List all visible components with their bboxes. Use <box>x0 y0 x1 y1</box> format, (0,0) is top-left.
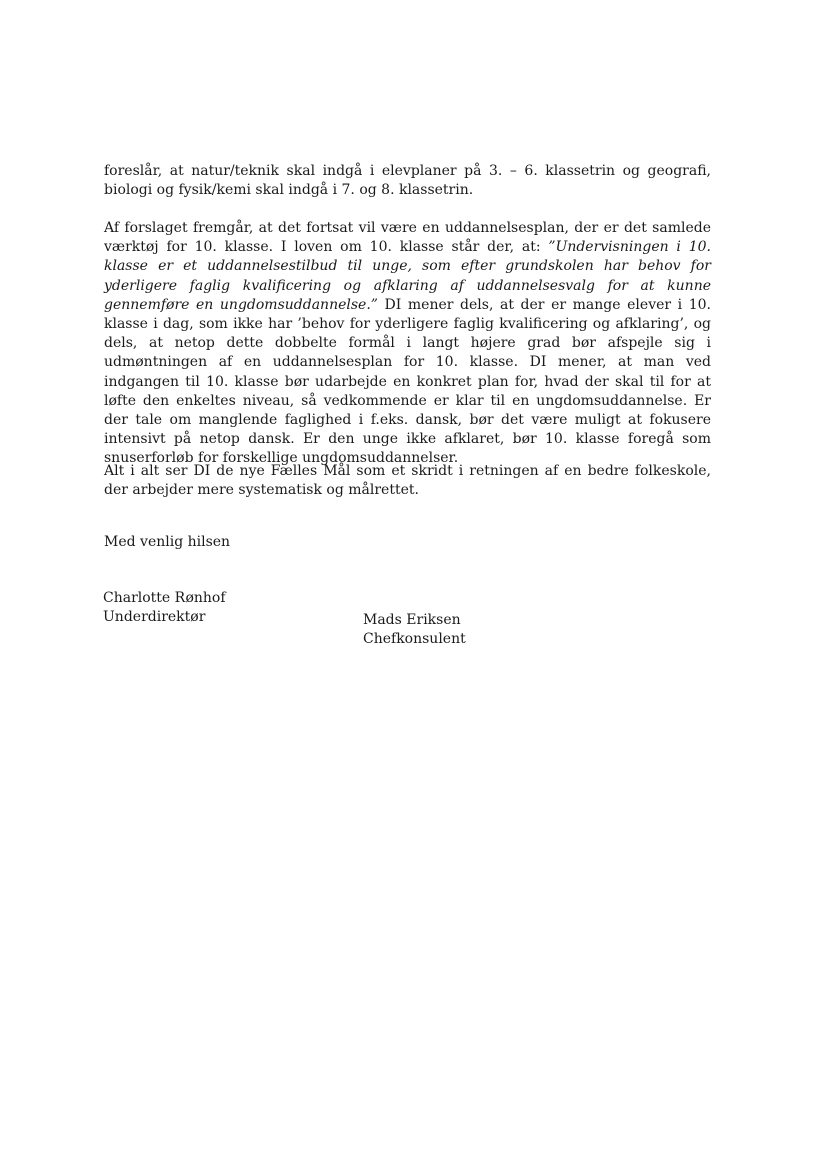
closing-greeting: Med venlig hilsen <box>104 534 231 550</box>
paragraph-2 <box>104 219 711 469</box>
paragraph-3-text: Alt i alt ser DI de nye Fælles Mål som et skridt i retningen af en bedre folkeskole, der arbejder mere systematisk og målrettet. <box>104 463 711 499</box>
signature-block-right <box>363 611 466 649</box>
paragraph-1-text: foreslår, at natur/teknik skal indgå i elevplaner på 3. – 6. klassetrin og geografi, biologi og fysik/kemi skal indgå i 7. og 8. klassetrin. <box>104 163 711 199</box>
paragraph-1 <box>104 162 711 200</box>
law-quote: ”Undervisningen i 10. klasse er et uddannelsestilbud til unge, som efter grundskolen har behov for yderligere faglig kvalificering og afklaring af uddannelsesvalg for at kunne gennemføre en ungdomsuddannelse.” <box>104 239 711 313</box>
paragraph-2-rest: DI mener dels, at der er mange elever i 10. klasse i dag, som ikke har ’behov for yderligere faglig kvalificering og afklaring’, og dels, at netop dette dobbelte formål i langt højere grad bør afspejle sig i udmøntningen af en uddannelsesplan for 10. klasse. DI mener, at man ved indgangen til 10. klasse bør udarbejde en konkret plan for, hvad der skal til for at løfte den enkeltes niveau, så vedkommende er klar til en ungdomsuddannelse. Er der tale om manglende faglighed i f.eks. dansk, bør det være muligt at fokusere intensivt på netop dansk. Er den unge ikke afklaret, bør 10. klasse foregå som snuserforløb for forskellige ungdomsuddannelser. <box>104 296 712 467</box>
paragraph-3 <box>104 462 711 500</box>
signatory-name: Charlotte Rønhof <box>103 590 226 606</box>
signatory-name: Mads Eriksen <box>363 612 461 628</box>
signature-block-left <box>103 589 226 627</box>
signatory-title: Underdirektør <box>103 609 206 625</box>
paragraph-2-intro: Af forslaget fremgår, at det fortsat vil være en uddannelsesplan, der er det samlede værktøj for 10. klasse. I loven om 10. klasse står der, at: <box>104 220 711 256</box>
signatory-title: Chefkonsulent <box>363 631 466 647</box>
